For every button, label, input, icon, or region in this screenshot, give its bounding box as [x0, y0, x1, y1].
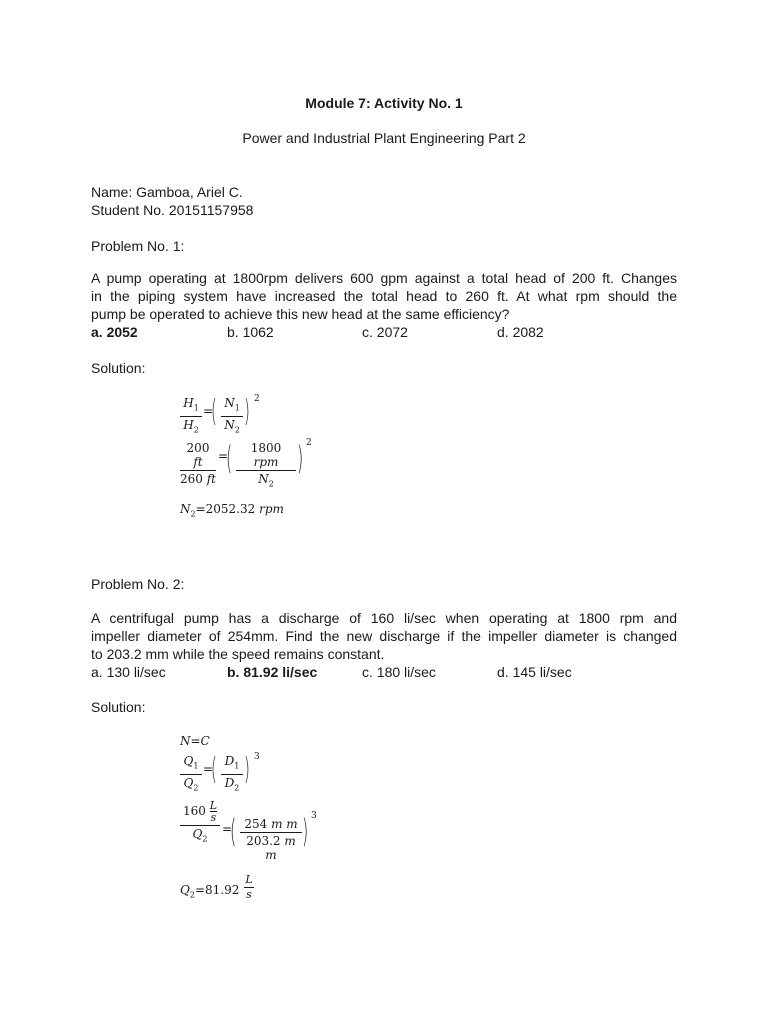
problem-1-line: pump be operated to achieve this new head at the same efficiency? [91, 306, 510, 322]
fraction-h1-h2: $\frac{H_1}{H_2}$ [180, 396, 202, 438]
problem-1-line: A pump operating at 1800rpm delivers 600 gpm against a total head of 200 ft. Changes [91, 270, 677, 286]
student-name: Name: Gamboa, Ariel C. [91, 184, 243, 200]
p2-result: $Q_2=81.92$ $\frac{L}{s}$ [180, 873, 253, 901]
choice-d: d. 145 li/sec [497, 664, 572, 680]
result-unit-fraction: $\frac{L}{s}$ [245, 873, 253, 901]
problem-2-line: impeller diameter of 254mm. Find the new discharge if the impeller diameter is changed [91, 628, 677, 644]
problem-2-heading: Problem No. 2: [91, 576, 185, 592]
choice-a-correct: a. 2052 [91, 324, 138, 340]
fraction-head-ratio: $\frac{200 ft}{260 ft}$ [180, 441, 216, 486]
problem-1-line: in the piping system have increased the total head to 260 ft. At what rpm should the [91, 288, 677, 304]
choice-c: c. 180 li/sec [362, 664, 436, 680]
p1-equation-2: $\frac{200 ft}{260 ft}$ = ( 1800 rpm $N_2$ ) 2 [180, 441, 320, 481]
document-subtitle: Power and Industrial Plant Engineering Part 2 [242, 130, 526, 146]
problem-2-line: A centrifugal pump has a discharge of 160 li/sec when operating at 1800 rpm and [91, 610, 677, 626]
problem-1-text [91, 269, 677, 323]
problem-2-choices [91, 663, 691, 681]
p1-result: $N_2=2052.32$ rpm [180, 502, 284, 519]
student-number: Student No. 20151157958 [91, 202, 254, 218]
choice-a: a. 130 li/sec [91, 664, 166, 680]
fraction-d1-d2: $\frac{D_1}{D_2}$ [221, 754, 243, 796]
p1-equation-1: $\frac{H_1}{H_2}$ = ( $\frac{N_1}{N_2}$ ) 2 [180, 396, 280, 436]
problem-2-solution-label: Solution: [91, 699, 146, 715]
fraction-q1-q2: $\frac{Q_1}{Q_2}$ [180, 754, 202, 796]
choice-c: c. 2072 [362, 324, 408, 340]
choice-b-correct: b. 81.92 li/sec [227, 664, 318, 680]
document-title: Module 7: Activity No. 1 [305, 95, 463, 111]
p2-equation-0: N=C [180, 734, 210, 748]
fraction-n1-n2: $\frac{N_1}{N_2}$ [221, 396, 243, 438]
fraction-speed-ratio: 1800 rpm $N_2$ [236, 441, 296, 491]
choice-d: d. 2082 [497, 324, 544, 340]
problem-1-solution-label: Solution: [91, 360, 146, 376]
fraction-discharge-ratio: 160 $\frac{L}{s}$ $Q_2$ [180, 800, 220, 846]
problem-2-line: to 203.2 mm while the speed remains constant. [91, 646, 385, 662]
problem-1-choices [91, 323, 691, 341]
problem-1-heading: Problem No. 1: [91, 238, 185, 254]
p2-equation-1: $\frac{Q_1}{Q_2}$ = ( $\frac{D_1}{D_2}$ ) 3 [180, 754, 280, 794]
p2-equation-2: 160 $\frac{L}{s}$ $Q_2$ = ( $\frac{\text{254 m m}}{\text{203.2 m m}}$ ) 3 [180, 800, 340, 860]
problem-2-text [91, 609, 677, 663]
choice-b: b. 1062 [227, 324, 274, 340]
fraction-diameter-ratio: $\frac{\text{254 m m}}{\text{203.2 m m}}$ [240, 817, 302, 862]
